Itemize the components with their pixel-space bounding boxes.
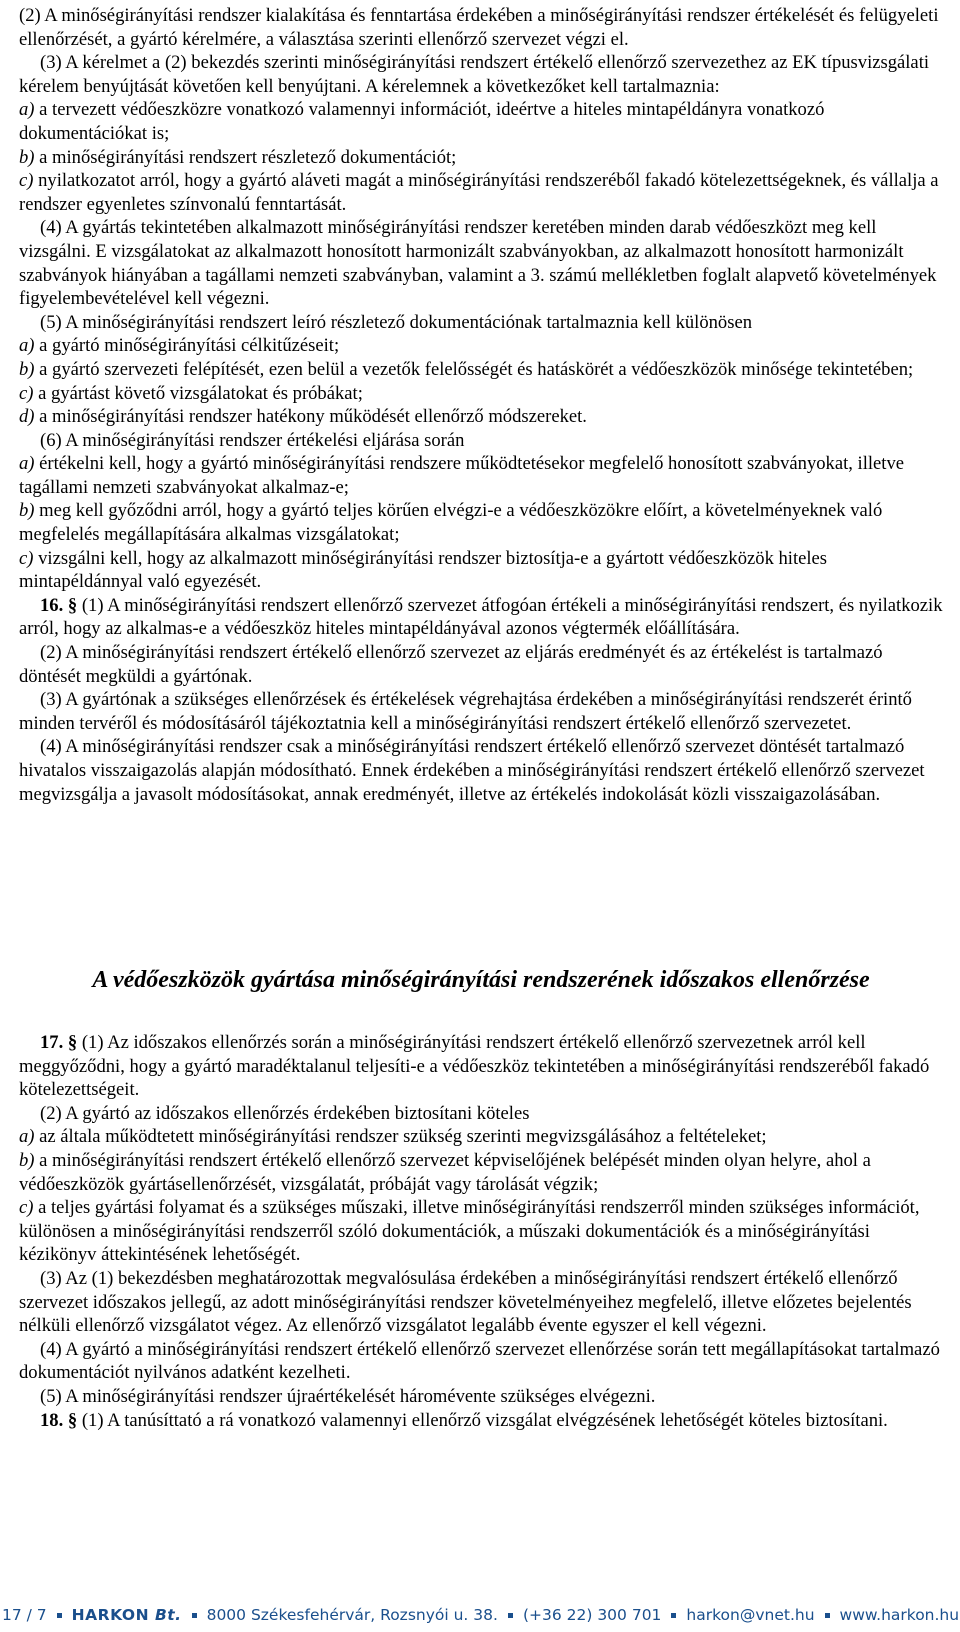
paragraph-text: (1) A minőségirányítási rendszert ellenőrző szervezet átfogóan értékeli a minőségirányítási rendszert, és nyilatkozik arról, hogy az alkalmas-e a védőeszköz hiteles mintapéldányával azonos végtermék előállítására. bbox=[19, 594, 943, 640]
paragraph bbox=[19, 405, 943, 429]
paragraph-text: meg kell győződni arról, hogy a gyártó teljes körűen elvégzi-e a védőeszközökre előírt, a követelményeknek való megfelelés megállapítására alkalmas vizsgálatokat; bbox=[19, 500, 883, 546]
paragraph-text: (2) A minőségirányítási rendszer kialakítása és fenntartása érdekében a minőségirányítási rendszer értékelését és felügyeleti ellenőrzését, a gyártó kérelmére, a választása szerinti ellenőrző szervezet végzi el. bbox=[19, 5, 939, 50]
page-footer bbox=[0, 1598, 960, 1632]
paragraph bbox=[19, 334, 943, 358]
page-number: 17 / 7 bbox=[2, 1606, 47, 1624]
item-label: b) bbox=[19, 1149, 35, 1171]
paragraph-text: (2) A gyártó az időszakos ellenőrzés érdekében biztosítani köteles bbox=[40, 1102, 530, 1124]
paragraph-text: értékelni kell, hogy a gyártó minőségirányítási rendszere működtetésekor megfelelő honosított szabványokat, illetve tagállami nemzeti szabványokat alkalmaz-e; bbox=[19, 453, 905, 498]
paragraph bbox=[19, 1031, 943, 1102]
paragraph bbox=[19, 1409, 943, 1433]
paragraph bbox=[19, 1149, 943, 1196]
item-label: b) bbox=[19, 358, 35, 380]
brand-logo: HARKON Bt. bbox=[71, 1606, 182, 1624]
section-number: 18. § bbox=[40, 1409, 78, 1431]
paragraph-text: nyilatkozatot arról, hogy a gyártó aláveti magát a minőségirányítási rendszeréből fakadó kötelezettségeknek, és vállalja a rendszer egyenletes színvonalú fenntartását. bbox=[19, 170, 939, 215]
paragraph bbox=[19, 311, 943, 335]
section-heading: A védőeszközök gyártása minőségirányítási rendszerének időszakos ellenőrzése bbox=[92, 967, 870, 993]
paragraph-text: (1) Az időszakos ellenőrzés során a minőségirányítási rendszert értékelő ellenőrző szervezetnek arról kell meggyőződni, hogy a gyártó maradéktalanul teljesíti-e a védőeszköz tekintetében a minőségirányítási rendszeréből fakadó kötelezettségeit. bbox=[19, 1032, 930, 1101]
item-label: c) bbox=[19, 547, 34, 569]
paragraph bbox=[19, 1125, 943, 1149]
paragraph-text: a gyártó szervezeti felépítését, ezen belül a vezetők felelősségét és hatáskörét a védőeszközök minősége tekintetében; bbox=[34, 358, 914, 380]
footer-website[interactable]: www.harkon.hu bbox=[839, 1606, 960, 1624]
paragraph-text: a tervezett védőeszközre vonatkozó valamennyi információt, ideértve a hiteles mintapéldányra vonatkozó dokumentációkat is; bbox=[19, 99, 825, 144]
paragraph bbox=[19, 688, 943, 735]
footer-address: 8000 Székesfehérvár, Rozsnyói u. 38. bbox=[206, 1606, 498, 1624]
item-label: a) bbox=[19, 99, 35, 121]
paragraph-text: (4) A gyártó a minőségirányítási rendszert értékelő ellenőrző szervezet ellenőrzése során tett megállapításokat tartalmazó dokumentációt nyilvános adatként kezelheti. bbox=[19, 1338, 940, 1384]
paragraph bbox=[19, 499, 943, 546]
footer-phone: (+36 22) 300 701 bbox=[522, 1606, 662, 1624]
item-label: a) bbox=[19, 1126, 35, 1148]
paragraph bbox=[19, 594, 943, 641]
paragraph-text: a minőségirányítási rendszert részletező dokumentációt; bbox=[34, 146, 457, 168]
paragraph-text: a minőségirányítási rendszert értékelő ellenőrző szervezet képviselőjének belépését minden olyan helyre, ahol a védőeszközök gyártásellenőrzését, vizsgálatát, próbáját vagy tárolását végzik; bbox=[19, 1149, 871, 1195]
paragraph bbox=[19, 4, 943, 51]
item-label: a) bbox=[19, 335, 35, 357]
paragraph bbox=[19, 1385, 943, 1409]
paragraph-text: (5) A minőségirányítási rendszert leíró részletező dokumentációnak tartalmaznia kell különösen bbox=[40, 311, 753, 333]
separator-square-icon bbox=[57, 1613, 62, 1618]
paragraph-text: a gyártást követő vizsgálatokat és próbákat; bbox=[33, 382, 363, 404]
paragraph-text: (4) A gyártás tekintetében alkalmazott minőségirányítási rendszer keretében minden darab védőeszközt meg kell vizsgálni. E vizsgálatokat az alkalmazott honosított harmonizált szabványokban, az alkalmazott honosított harmonizált szabványok hiányában a tagállami nemzeti szabványban, valamint a 3. számú mellékletben foglalt alapvető követelmények figyelembevételével kell végezni. bbox=[19, 217, 937, 310]
paragraph bbox=[19, 216, 943, 310]
paragraph bbox=[19, 641, 943, 688]
paragraph bbox=[19, 1196, 943, 1267]
separator-square-icon bbox=[192, 1613, 197, 1618]
item-label: d) bbox=[19, 406, 35, 428]
paragraph bbox=[19, 51, 943, 98]
item-label: c) bbox=[19, 170, 34, 192]
paragraph bbox=[19, 547, 943, 594]
paragraph bbox=[19, 382, 943, 406]
paragraph-text: a teljes gyártási folyamat és a szükséges műszaki, illetve minőségirányítási rendszerről minden szükséges információt, különösen a minőségirányítási rendszerről szóló dokumentációk, a műszaki dokumentációk és a minőségirányítási kézikönyv áttekintésének lehetőségét. bbox=[19, 1197, 920, 1266]
paragraph-text: a minőségirányítási rendszer hatékony működését ellenőrző módszereket. bbox=[34, 406, 587, 428]
footer-email[interactable]: harkon@vnet.hu bbox=[686, 1606, 815, 1624]
paragraph bbox=[19, 146, 943, 170]
paragraph-text: (3) A kérelmet a (2) bekezdés szerinti minőségirányítási rendszert értékelő ellenőrző szervezethez az EK típusvizsgálati kérelem benyújtását követően kell benyújtani. A kérelemnek a következőket kell tartalmaznia: bbox=[19, 52, 930, 97]
paragraph-text: (3) Az (1) bekezdésben meghatározottak megvalósulása érdekében a minőségirányítási rendszert értékelő ellenőrző szervezet időszakos jellegű, az adott minőségirányítási rendszer követelményeihez megfelelő, illetve előzetes bejelentés nélküli ellenőrző vizsgálatot végez. Az ellenőrző vizsgálatot legalább évente egyszer el kell végezni. bbox=[19, 1267, 912, 1337]
separator-square-icon bbox=[671, 1613, 676, 1618]
paragraph-text: (6) A minőségirányítási rendszer értékelési eljárása során bbox=[40, 429, 465, 451]
item-label: b) bbox=[19, 146, 35, 168]
paragraph bbox=[19, 1102, 943, 1126]
paragraph bbox=[19, 429, 943, 453]
paragraph-text: vizsgálni kell, hogy az alkalmazott minőségirányítási rendszer biztosítja-e a gyártott védőeszközök hiteles mintapéldánnyal való egyezését. bbox=[19, 547, 828, 593]
paragraph bbox=[19, 452, 943, 499]
separator-square-icon bbox=[825, 1613, 830, 1618]
paragraph bbox=[19, 735, 943, 806]
paragraph-text: (3) A gyártónak a szükséges ellenőrzések és értékelések végrehajtása érdekében a minőségirányítási rendszerét érintő minden tervéről és módosításáról tájékoztatnia kell a minőségirányítási rendszert értékelő ellenőrző szervezetet. bbox=[19, 689, 912, 734]
paragraph-text: (4) A minőségirányítási rendszer csak a minőségirányítási rendszert értékelő ellenőrző szervezet döntését tartalmazó hivatalos visszaigazolás alapján módosítható. Ennek érdekében a minőségirányítási rendszert értékelő ellenőrző szervezet megvizsgálja a javasolt módosításokat, annak eredményét, illetve az értékelés indokolását közli visszaigazolásában. bbox=[19, 736, 925, 805]
item-label: a) bbox=[19, 453, 35, 475]
paragraph-text: az általa működtetett minőségirányítási rendszer szükség szerinti megvizsgálásához a feltételeket; bbox=[34, 1126, 767, 1148]
document-body-bottom bbox=[19, 1031, 943, 1432]
item-label: c) bbox=[19, 1197, 34, 1219]
item-label: c) bbox=[19, 382, 34, 404]
section-number: 16. § bbox=[40, 594, 78, 616]
paragraph bbox=[19, 1338, 943, 1385]
paragraph bbox=[19, 1267, 943, 1338]
paragraph bbox=[19, 169, 943, 216]
document-body-top bbox=[19, 4, 943, 806]
section-number: 17. § bbox=[40, 1032, 78, 1053]
separator-square-icon bbox=[508, 1613, 513, 1618]
paragraph-text: (2) A minőségirányítási rendszert értékelő ellenőrző szervezet az eljárás eredményét és az értékelést is tartalmazó döntését megküldi a gyártónak. bbox=[19, 642, 883, 687]
paragraph bbox=[19, 98, 943, 145]
paragraph-text: (5) A minőségirányítási rendszer újraértékelését háromévente szükséges elvégezni. bbox=[40, 1385, 656, 1407]
paragraph-text: a gyártó minőségirányítási célkitűzéseit; bbox=[34, 335, 340, 357]
item-label: b) bbox=[19, 500, 35, 522]
paragraph bbox=[19, 358, 943, 382]
paragraph-text: (1) A tanúsíttató a rá vonatkozó valamennyi ellenőrző vizsgálat elvégzésének lehetőségét köteles biztosítani. bbox=[77, 1409, 888, 1431]
